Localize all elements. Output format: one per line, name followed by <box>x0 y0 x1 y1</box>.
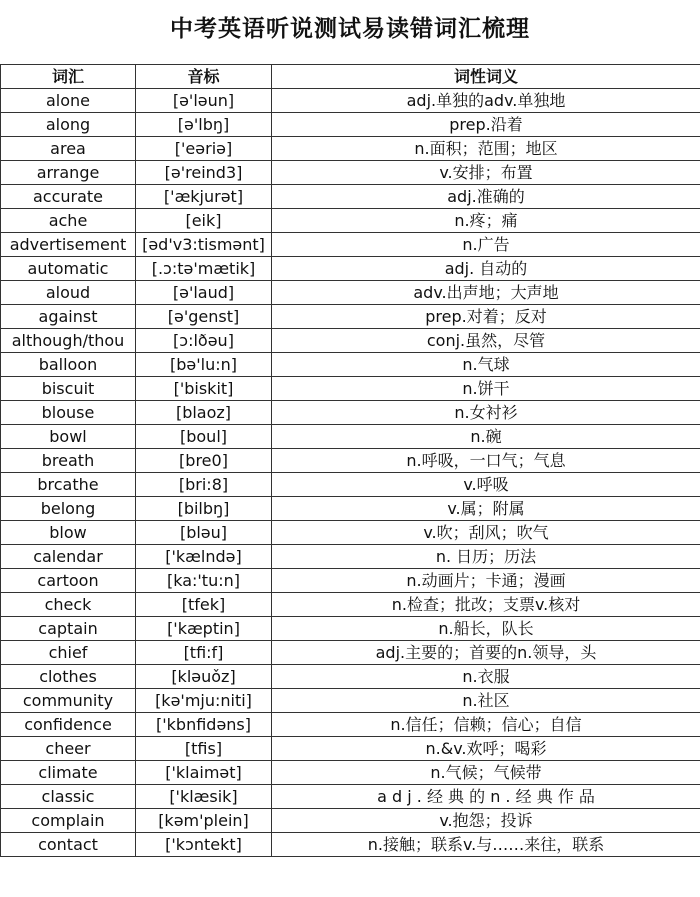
table-header-row <box>1 65 700 89</box>
table-row <box>1 665 700 689</box>
word-cell: arrange <box>1 161 136 185</box>
table-row <box>1 785 700 809</box>
meaning-cell: a d j . 经 典 的 n . 经 典 作 品 <box>272 785 700 809</box>
meaning-cell: n. 日历；历法 <box>272 545 700 569</box>
phonetic-cell: [ə'reind3] <box>136 161 272 185</box>
phonetic-cell: [boul] <box>136 425 272 449</box>
header-meaning: 词性词义 <box>272 65 700 89</box>
table-row <box>1 353 700 377</box>
phonetic-cell: [əd'v3:tismənt] <box>136 233 272 257</box>
meaning-cell: n.社区 <box>272 689 700 713</box>
meaning-cell: n.女衬衫 <box>272 401 700 425</box>
table-row <box>1 281 700 305</box>
header-phonetic: 音标 <box>136 65 272 89</box>
phonetic-cell: [bləu] <box>136 521 272 545</box>
table-row <box>1 89 700 113</box>
phonetic-cell: ['kælndə] <box>136 545 272 569</box>
phonetic-cell: [kə'mju:niti] <box>136 689 272 713</box>
table-row <box>1 497 700 521</box>
meaning-cell: n.衣服 <box>272 665 700 689</box>
table-row <box>1 329 700 353</box>
meaning-cell: n.气候；气候带 <box>272 761 700 785</box>
word-cell: blow <box>1 521 136 545</box>
table-row <box>1 809 700 833</box>
table-row <box>1 833 700 857</box>
phonetic-cell: ['kɔntekt] <box>136 833 272 857</box>
phonetic-cell: [ka:'tu:n] <box>136 569 272 593</box>
meaning-cell: n.动画片；卡通；漫画 <box>272 569 700 593</box>
word-cell: brcathe <box>1 473 136 497</box>
phonetic-cell: ['kæptin] <box>136 617 272 641</box>
table-row <box>1 617 700 641</box>
phonetic-cell: ['biskit] <box>136 377 272 401</box>
table-row <box>1 641 700 665</box>
word-cell: climate <box>1 761 136 785</box>
meaning-cell: v.抱怨；投诉 <box>272 809 700 833</box>
word-cell: classic <box>1 785 136 809</box>
meaning-cell: adv.出声地；大声地 <box>272 281 700 305</box>
meaning-cell: n.气球 <box>272 353 700 377</box>
meaning-cell: adj.主要的；首要的n.领导，头 <box>272 641 700 665</box>
table-row <box>1 401 700 425</box>
phonetic-cell: [ə'genst] <box>136 305 272 329</box>
meaning-cell: n.广告 <box>272 233 700 257</box>
phonetic-cell: [blaoz] <box>136 401 272 425</box>
meaning-cell: n.碗 <box>272 425 700 449</box>
table-row <box>1 425 700 449</box>
meaning-cell: v.呼吸 <box>272 473 700 497</box>
meaning-cell: n.信任；信赖；信心；自信 <box>272 713 700 737</box>
table-row <box>1 233 700 257</box>
word-cell: area <box>1 137 136 161</box>
word-cell: biscuit <box>1 377 136 401</box>
word-cell: contact <box>1 833 136 857</box>
word-cell: automatic <box>1 257 136 281</box>
phonetic-cell: [bre0] <box>136 449 272 473</box>
phonetic-cell: ['kbnfidəns] <box>136 713 272 737</box>
word-cell: blouse <box>1 401 136 425</box>
word-cell: belong <box>1 497 136 521</box>
phonetic-cell: ['klæsik] <box>136 785 272 809</box>
table-row <box>1 569 700 593</box>
meaning-cell: n.检查；批改；支票v.核对 <box>272 593 700 617</box>
word-cell: advertisement <box>1 233 136 257</box>
phonetic-cell: ['eəriə] <box>136 137 272 161</box>
phonetic-cell: [ə'lbŋ] <box>136 113 272 137</box>
table-row <box>1 305 700 329</box>
word-cell: ache <box>1 209 136 233</box>
phonetic-cell: ['klaimət] <box>136 761 272 785</box>
table-row <box>1 545 700 569</box>
word-cell: aloud <box>1 281 136 305</box>
word-cell: clothes <box>1 665 136 689</box>
table-row <box>1 377 700 401</box>
word-cell: complain <box>1 809 136 833</box>
phonetic-cell: [kəm'plein] <box>136 809 272 833</box>
meaning-cell: prep.对着；反对 <box>272 305 700 329</box>
table-row <box>1 737 700 761</box>
word-cell: check <box>1 593 136 617</box>
meaning-cell: n.呼吸，一口气；气息 <box>272 449 700 473</box>
phonetic-cell: [bri:8] <box>136 473 272 497</box>
word-cell: bowl <box>1 425 136 449</box>
table-row <box>1 257 700 281</box>
word-cell: cartoon <box>1 569 136 593</box>
table-row <box>1 161 700 185</box>
word-cell: chief <box>1 641 136 665</box>
table-row <box>1 521 700 545</box>
word-cell: calendar <box>1 545 136 569</box>
meaning-cell: n.船长，队长 <box>272 617 700 641</box>
meaning-cell: n.面积；范围；地区 <box>272 137 700 161</box>
table-body <box>1 89 700 857</box>
table-row <box>1 713 700 737</box>
word-cell: breath <box>1 449 136 473</box>
page-title: 中考英语听说测试易读错词汇梳理 <box>170 16 530 42</box>
vocabulary-table <box>0 64 700 857</box>
meaning-cell: n.饼干 <box>272 377 700 401</box>
meaning-cell: adj. 自动的 <box>272 257 700 281</box>
phonetic-cell: [ə'ləun] <box>136 89 272 113</box>
word-cell: captain <box>1 617 136 641</box>
word-cell: although/thou <box>1 329 136 353</box>
phonetic-cell: ['ækjurət] <box>136 185 272 209</box>
word-cell: along <box>1 113 136 137</box>
table-row <box>1 473 700 497</box>
header-word: 词汇 <box>1 65 136 89</box>
word-cell: confidence <box>1 713 136 737</box>
table-row <box>1 449 700 473</box>
phonetic-cell: [bə'lu:n] <box>136 353 272 377</box>
phonetic-cell: [.ɔ:tə'mætik] <box>136 257 272 281</box>
phonetic-cell: [tfis] <box>136 737 272 761</box>
word-cell: balloon <box>1 353 136 377</box>
meaning-cell: adj.单独的adv.单独地 <box>272 89 700 113</box>
table-row <box>1 689 700 713</box>
meaning-cell: conj.虽然，尽管 <box>272 329 700 353</box>
word-cell: cheer <box>1 737 136 761</box>
meaning-cell: prep.沿着 <box>272 113 700 137</box>
phonetic-cell: [kləuǒz] <box>136 665 272 689</box>
meaning-cell: v.安排；布置 <box>272 161 700 185</box>
phonetic-cell: [tfi:f] <box>136 641 272 665</box>
phonetic-cell: [ɔ:lðəu] <box>136 329 272 353</box>
table-row <box>1 185 700 209</box>
word-cell: accurate <box>1 185 136 209</box>
phonetic-cell: [eik] <box>136 209 272 233</box>
phonetic-cell: [ə'laud] <box>136 281 272 305</box>
phonetic-cell: [bilbŋ] <box>136 497 272 521</box>
word-cell: against <box>1 305 136 329</box>
table-row <box>1 593 700 617</box>
meaning-cell: n.疼；痛 <box>272 209 700 233</box>
phonetic-cell: [tfek] <box>136 593 272 617</box>
meaning-cell: n.接触；联系v.与……来往，联系 <box>272 833 700 857</box>
table-row <box>1 209 700 233</box>
table-row <box>1 761 700 785</box>
word-cell: community <box>1 689 136 713</box>
table-row <box>1 113 700 137</box>
meaning-cell: v.吹；刮风；吹气 <box>272 521 700 545</box>
table-row <box>1 137 700 161</box>
meaning-cell: adj.准确的 <box>272 185 700 209</box>
meaning-cell: n.&v.欢呼；喝彩 <box>272 737 700 761</box>
word-cell: alone <box>1 89 136 113</box>
meaning-cell: v.属；附属 <box>272 497 700 521</box>
